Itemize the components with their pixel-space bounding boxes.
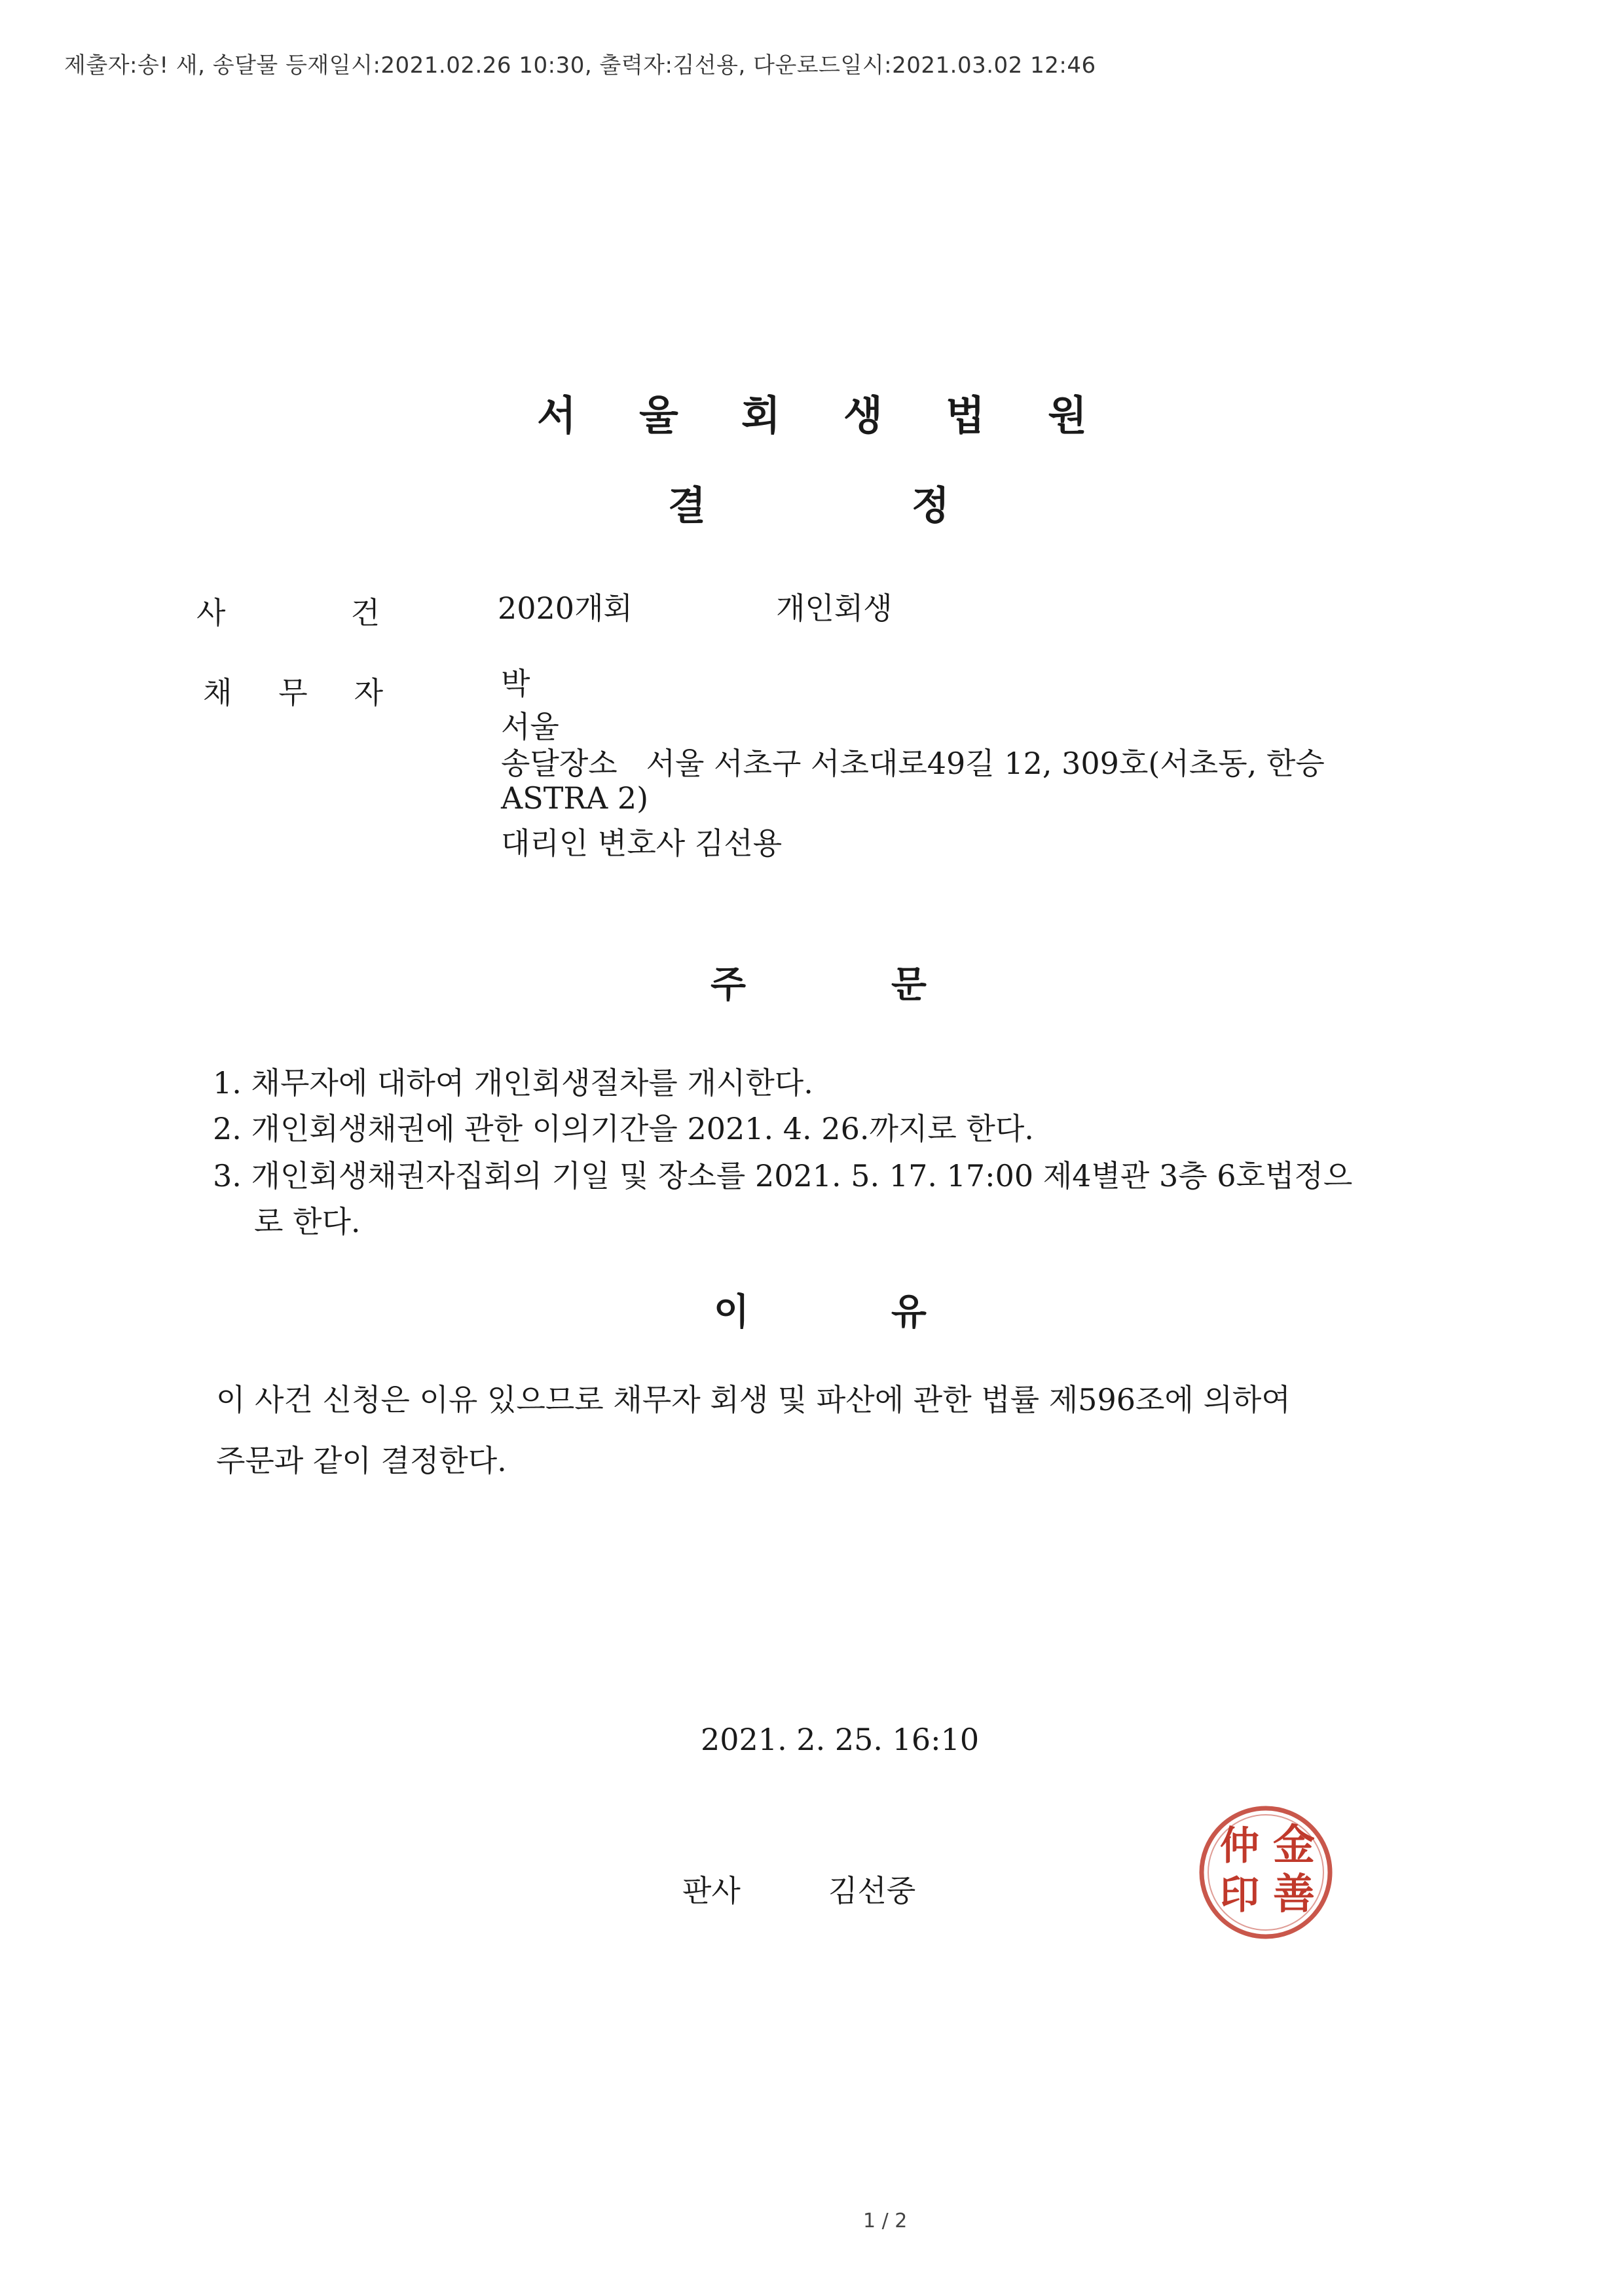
document-title bbox=[668, 475, 950, 531]
order-heading bbox=[710, 956, 927, 1008]
document-title-char: 결 bbox=[668, 483, 706, 529]
court-name-char: 울 bbox=[639, 392, 678, 439]
debtor-label-char: 자 bbox=[354, 675, 383, 710]
debtor-agent: 대리인 변호사 김선용 bbox=[501, 826, 783, 861]
svg-text:善: 善 bbox=[1273, 1870, 1315, 1919]
debtor-address: 서울 bbox=[501, 709, 559, 744]
case-label-char: 사 bbox=[196, 595, 226, 630]
svg-text:仲: 仲 bbox=[1220, 1823, 1259, 1869]
reason-heading-char: 유 bbox=[891, 1291, 927, 1334]
order-item-1: 1. 채무자에 대하여 개인회생절차를 개시한다. bbox=[213, 1065, 813, 1101]
reason-heading bbox=[714, 1283, 927, 1336]
judge-seal bbox=[1197, 1804, 1335, 1941]
judge-title: 판사 bbox=[682, 1873, 741, 1908]
case-label bbox=[196, 589, 380, 632]
court-name-char: 서 bbox=[537, 392, 576, 439]
debtor-label-char: 채 bbox=[203, 675, 232, 710]
document-title-char: 정 bbox=[912, 483, 950, 529]
debtor-label bbox=[203, 669, 383, 712]
judge-name: 김선중 bbox=[828, 1873, 916, 1908]
debtor-name: 박 bbox=[501, 666, 530, 701]
svg-text:金: 金 bbox=[1273, 1821, 1315, 1870]
order-item-3-continued: 로 한다. bbox=[254, 1204, 361, 1239]
court-name-char: 회 bbox=[741, 392, 781, 439]
decision-date: 2021. 2. 25. 16:10 bbox=[701, 1722, 980, 1757]
order-item-3: 3. 개인회생채권자집회의 기일 및 장소를 2021. 5. 17. 17:00 제4별관 3층 6호법정으 bbox=[213, 1158, 1353, 1194]
order-heading-char: 주 bbox=[710, 964, 747, 1006]
order-item-2: 2. 개인회생채권에 관한 이의기간을 2021. 4. 26.까지로 한다. bbox=[213, 1111, 1034, 1146]
case-type: 개인회생 bbox=[776, 591, 893, 626]
case-label-char: 건 bbox=[350, 595, 380, 630]
reason-line-1: 이 사건 신청은 이유 있으므로 채무자 회생 및 파산에 관한 법률 제596조에 의하여 bbox=[216, 1382, 1291, 1417]
order-heading-char: 문 bbox=[891, 964, 927, 1006]
reason-line-2: 주문과 같이 결정한다. bbox=[216, 1443, 507, 1478]
court-name-char: 원 bbox=[1048, 392, 1087, 439]
court-name-char: 생 bbox=[843, 392, 883, 439]
delivery-address-line1: 송달장소 서울 서초구 서초대로49길 12, 309호(서초동, 한승 bbox=[501, 746, 1325, 781]
debtor-label-char: 무 bbox=[278, 675, 308, 710]
delivery-address-line2: ASTRA 2) bbox=[501, 780, 649, 816]
court-name bbox=[537, 383, 1087, 441]
case-number: 2020개회 bbox=[498, 591, 633, 626]
court-name-char: 법 bbox=[946, 392, 985, 439]
svg-text:印: 印 bbox=[1220, 1872, 1259, 1918]
page-number: 1 / 2 bbox=[863, 2210, 908, 2232]
reason-heading-char: 이 bbox=[714, 1291, 750, 1334]
print-info-header: 제출자:송! 새, 송달물 등재일시:2021.02.26 10:30, 출력자:김선용, 다운로드일시:2021.03.02 12:46 bbox=[64, 52, 1096, 79]
